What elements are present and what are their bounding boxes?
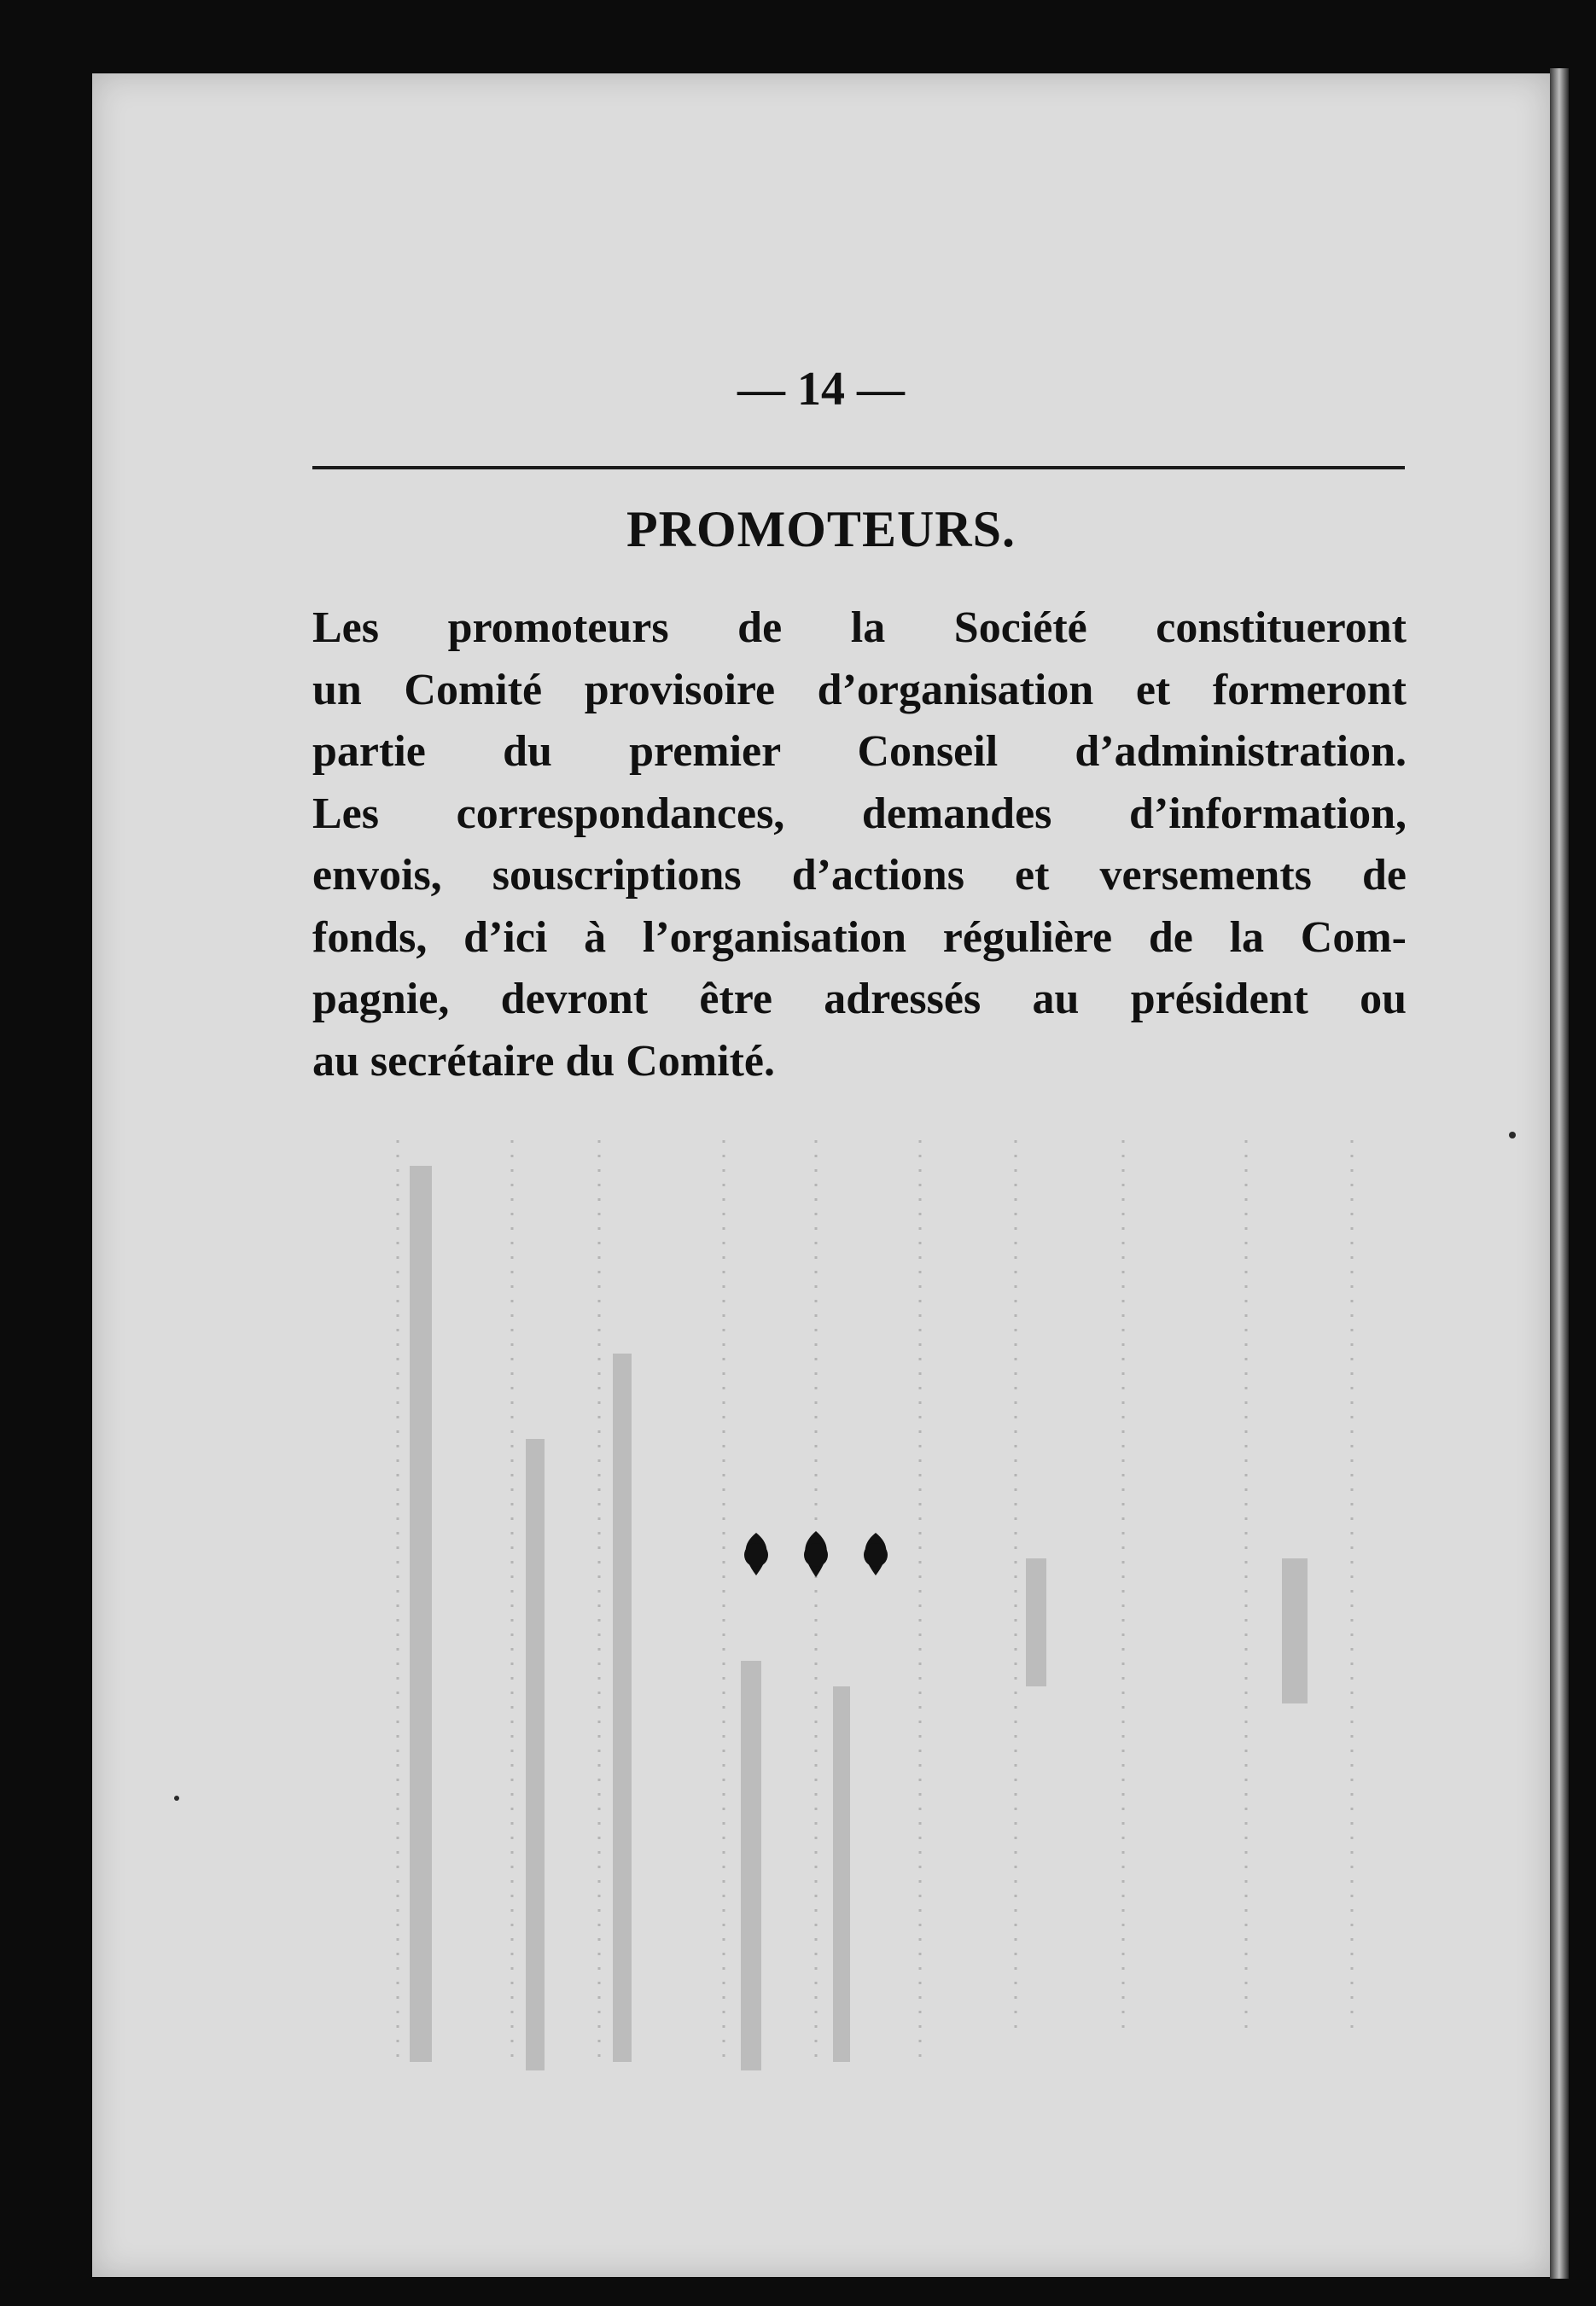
body-line: envois, souscriptions d’actions et versements de [312, 851, 1407, 900]
three-leaf-ornament-icon [731, 1524, 901, 1584]
body-line: un Comité provisoire d’organisation et formeront [312, 665, 1407, 714]
body-line: Les correspondances, demandes d’information, [312, 789, 1407, 838]
ink-speck [1509, 1132, 1516, 1138]
document-page [92, 73, 1550, 2277]
body-line: fonds, d’ici à l’organisation régulière de la Com- [312, 912, 1407, 962]
page-number: — 14 — [737, 363, 905, 416]
section-title: PROMOTEURS. [626, 501, 1016, 557]
bleed-through-marks [92, 73, 1550, 2277]
adjacent-page-edge [1550, 68, 1569, 2279]
ink-speck [174, 1796, 179, 1801]
body-line: pagnie, devront être adressés au président ou [312, 975, 1407, 1023]
body-line: Les promoteurs de la Société constitueront [312, 603, 1407, 652]
body-line: partie du premier Conseil d’administration. [312, 727, 1407, 776]
body-line: au secrétaire du Comité. [312, 1036, 776, 1086]
